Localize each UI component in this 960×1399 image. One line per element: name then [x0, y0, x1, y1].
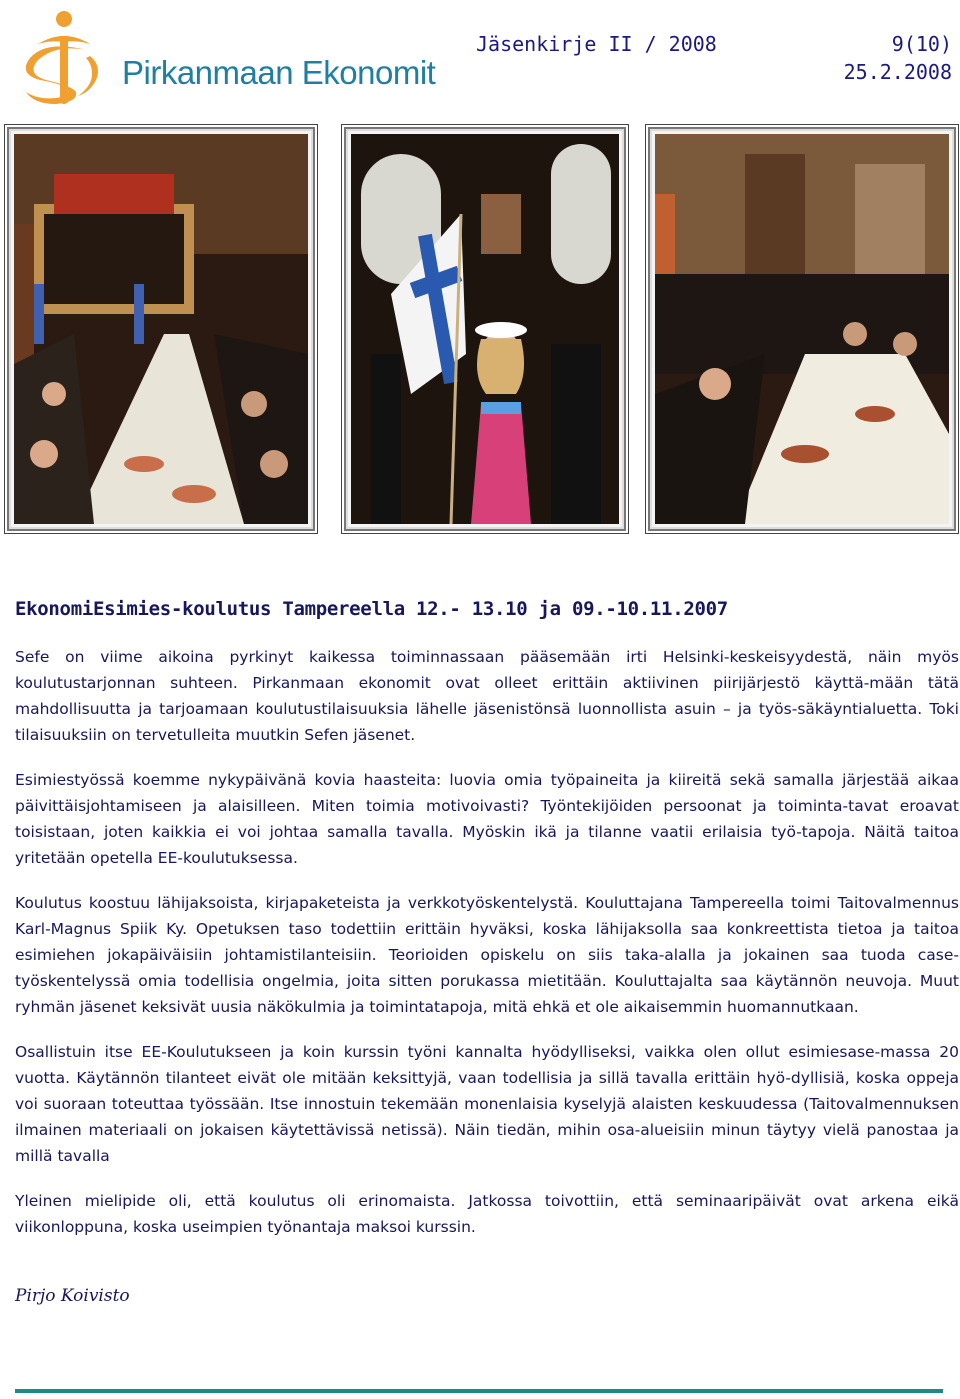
- issue-label: Jäsenkirje II / 2008: [476, 32, 717, 56]
- article-paragraph: Esimiestyössä koemme nykypäivänä kovia haasteita: luovia omia työpaineita ja kiireitä sekä samalla järjestää aikaa päivittäisjohtamiseen ja alaisilleen. Miten toimia motivoivasti? Työntekijöiden persoonat ja toiminta-tavat eroavat toisistaan, joten kaikkia ei voi johtaa samalla tavalla. Myöskin ikä ja tilanne vaatii erilaisia työ-tapoja. Näitä taitoa yritetään opetella EE-koulutuksessa.: [15, 771, 959, 867]
- article-headline: EkonomiEsimies-koulutus Tampereella 12.- 13.10 ja 09.-10.11.2007: [15, 598, 728, 620]
- article-paragraph: Osallistuin itse EE-Koulutukseen ja koin kurssin työni kannalta hyödylliseksi, vaikka olen ollut esimiesase-massa 20 vuotta. Käytännön tilanteet eivät ole mitään keksittyjä, vaan todellisia ja sillä tavalla erittäin hyö-dyllisiä, koska oppeja voi suoraan toteuttaa työssään. Itse innostuin tekemään monenlaisia kyselyjä alaisten keskuudessa (Taitovalmennuksen ilmainen materiaali on jokaisen käytettävissä netissä). Näin tiedän, mihin osa-alueisiin minun täytyy vielä panostaa ja millä tavalla: [15, 1043, 959, 1165]
- page-number: 9(10): [891, 32, 952, 56]
- logo-icon: [16, 10, 112, 108]
- article-body: [15, 644, 959, 1259]
- issue-date: 25.2.2008: [843, 60, 952, 84]
- article-paragraph: Sefe on viime aikoina pyrkinyt kaikessa toiminnassaan pääsemään irti Helsinki-keskeisyydestä, näin myös koulutustarjonnan suhteen. Pirkanmaan ekonomit ovat olleet erittäin aktiivinen piirijärjestö käyttä-mään tätä mahdollisuutta ja tarjoamaan koulutustilaisuuksia lähelle jäsenistönsä luonnollista asuin – ja työs-säkäyntialuetta. Toki tilaisuuksiin on tervetulleita muutkin Sefen jäsenet.: [15, 648, 959, 744]
- author-signature: Pirjo Koivisto: [15, 1286, 130, 1306]
- article-paragraph: Yleinen mielipide oli, että koulutus oli erinomaista. Jatkossa toivottiin, että seminaaripäivät ovat arkena eikä viikonloppuna, koska useimpien työnantaja maksoi kurssin.: [15, 1192, 959, 1236]
- footer-divider: [15, 1389, 943, 1393]
- article-paragraph: Koulutus koostuu lähijaksoista, kirjapaketeista ja verkkotyöskentelystä. Kouluttajana Tampereella toimi Taitovalmennus Karl-Magnus Spiik Ky. Opetuksen taso todettiin erittäin hyväksi, koska lähijaksolla saa konkreettista tietoa ja taitoa esimiehen jokapäiväisiin johtamistilanteisiin. Teorioiden opiskelu on siis taka-alalla ja jokainen saa tuoda case-työskentelyssä omia todellisia ongelmia, joita sitten porukassa mietitään. Kouluttajalta saa käytännön neuvoja. Muut ryhmän jäsenet keksivät uusia näkökulmia ja toimintatapoja, mitä ehkä et ole aikaisemmin huomannutkaan.: [15, 894, 959, 1016]
- dinner-table-photo: [645, 124, 959, 534]
- org-name: Pirkanmaan Ekonomit: [122, 54, 436, 91]
- banquet-hall-photo: [4, 124, 318, 534]
- flag-bearer-photo: [341, 124, 629, 534]
